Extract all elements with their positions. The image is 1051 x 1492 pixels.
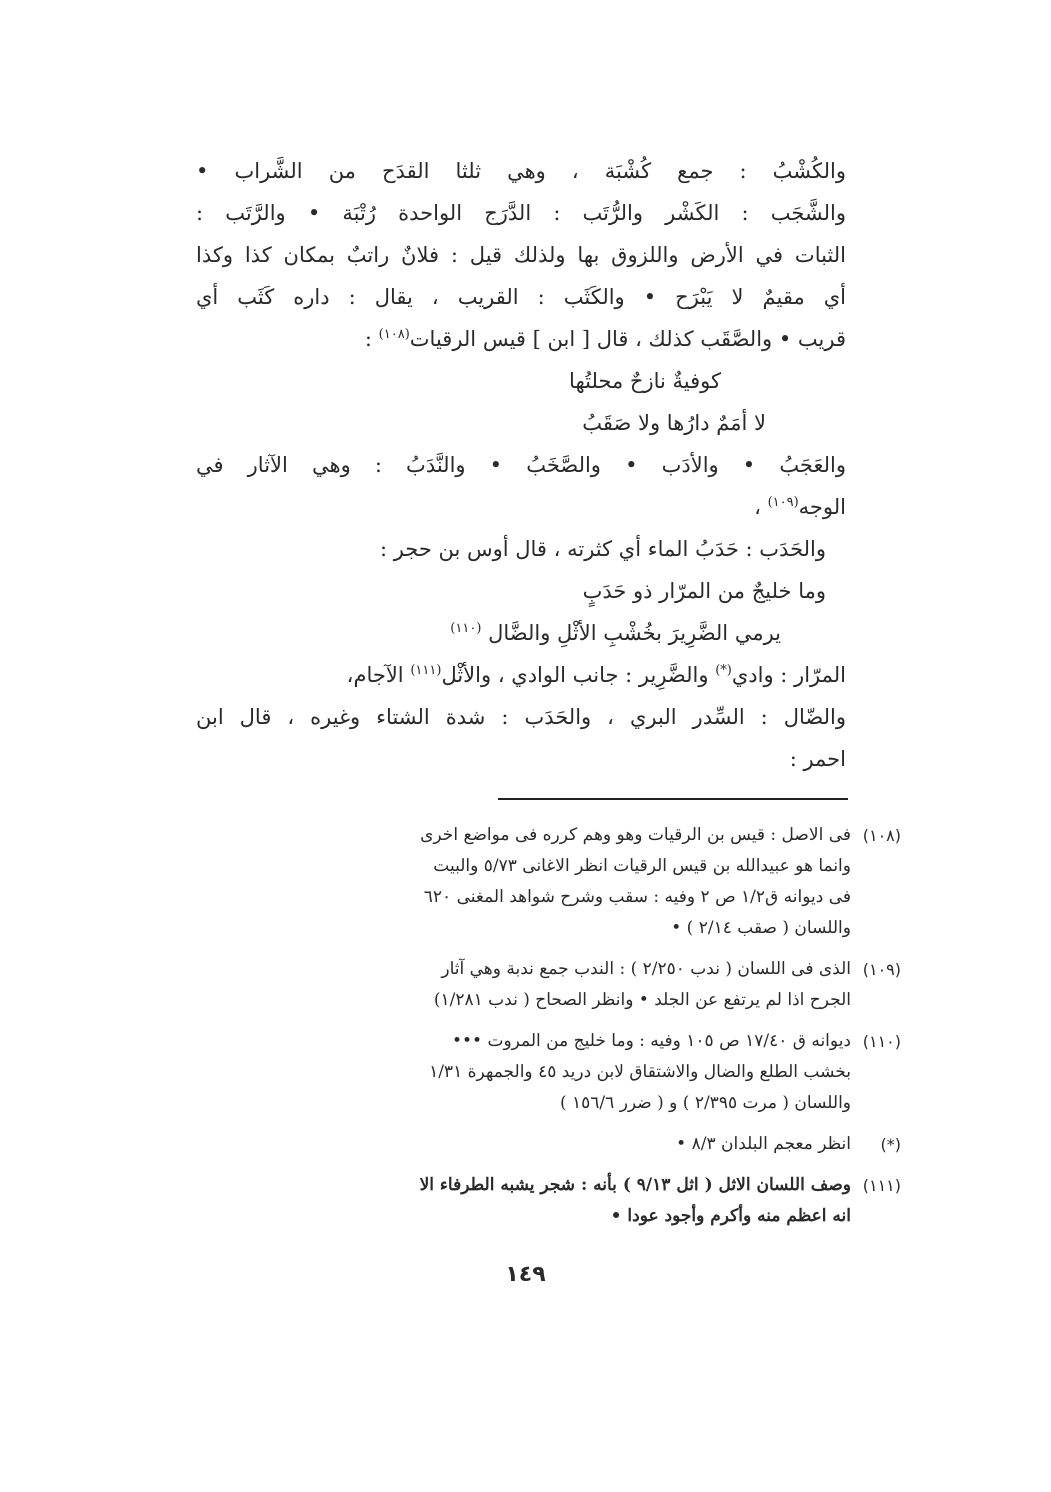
footnote-separator bbox=[498, 798, 848, 800]
verse-line: وما خليجٌ من المرّار ذو حَدَبٍ bbox=[582, 579, 826, 603]
text-line bbox=[196, 486, 846, 528]
text-fragment: ، bbox=[754, 495, 761, 519]
page-number: ١٤٩ bbox=[505, 1262, 546, 1287]
footnote-number: (١٠٩) bbox=[862, 960, 901, 979]
footnote-line: الجرح اذا لم يرتفع عن الجلد • وانظر الصحاح ( ندب ١/٢٨١) bbox=[433, 990, 851, 1010]
footnotes bbox=[196, 820, 901, 1242]
footnote-ref-star: (*) bbox=[715, 663, 732, 678]
footnote-ref-109: (١٠٩) bbox=[767, 495, 799, 510]
verse-line: كوفيةٌ نازحٌ محلتُها bbox=[569, 369, 721, 393]
footnote-line: انه اعظم منه وأكرم وأجود عودا • bbox=[610, 1206, 851, 1226]
text-fragment: قريب • والصَّقَب كذلك ، قال [ ابن ] قيس الرقيات bbox=[409, 327, 846, 351]
footnote-line: الذى فى اللسان ( ندب ٢/٢٥٠ ) : الندب جمع ندبة وهي آثار bbox=[441, 959, 851, 979]
footnote-line: واللسان ( مرت ٢/٣٩٥ ) و ( ضرر ١٥٦/٦ ) bbox=[559, 1093, 851, 1113]
text-line: احمر : bbox=[789, 747, 846, 771]
main-text bbox=[196, 150, 846, 780]
footnote-109 bbox=[196, 954, 901, 1016]
text-fragment: والضَّرِير : جانب الوادي ، والأثْل bbox=[441, 663, 716, 687]
text-line: الثبات في الأرض واللزوق بها ولذلك قيل : فلانٌ راتبٌ بمكان كذا وكذا bbox=[196, 243, 846, 267]
verse-line: لا أمَمٌ دارُها ولا صَقَبُ bbox=[582, 411, 766, 435]
footnote-ref-108: (١٠٨) bbox=[378, 327, 410, 342]
footnote-line: فى الاصل : قيس بن الرقيات وهو وهم كرره فى مواضع اخرى bbox=[420, 825, 851, 845]
footnote-111 bbox=[196, 1170, 901, 1232]
text-line: والشَّجَب : الكَشْر والرُّتَب : الدَّرَج الواحدة رُتْبَة • والرَّتَب : bbox=[196, 201, 846, 225]
footnote-line: بخشب الطلع والضال والاشتقاق لابن دريد ٤٥ والجمهرة ١/٣١ bbox=[429, 1062, 851, 1082]
footnote-line: انظر معجم البلدان ٨/٣ • bbox=[676, 1134, 851, 1154]
footnote-number: (١١١) bbox=[862, 1176, 901, 1195]
footnote-line: وانما هو عبيدالله بن قيس الرقيات انظر الاغانى ٥/٧٣ والبيت bbox=[433, 856, 851, 876]
footnote-108 bbox=[196, 820, 901, 944]
footnote-star bbox=[196, 1129, 901, 1160]
text-fragment: الوجه bbox=[798, 495, 846, 519]
text-line bbox=[196, 318, 846, 360]
text-line: والحَدَب : حَدَبُ الماء أي كثرته ، قال أوس بن حجر : bbox=[379, 537, 826, 561]
text-line: والضّال : السِّدر البري ، والحَدَب : شدة الشتاء وغيره ، قال ابن bbox=[196, 705, 846, 729]
footnote-ref-110: (١١٠) bbox=[450, 621, 482, 636]
text-line: والعَجَبُ • والأدَب • والصَّخَبُ • والنَّدَبُ : وهي الآثار في bbox=[196, 453, 846, 477]
footnote-ref-111: (١١١) bbox=[410, 663, 442, 678]
text-fragment: : bbox=[364, 327, 372, 351]
footnote-line: ديوانه ق ١٧/٤٠ ص ١٠٥ وفيه : وما خليج من المروت ••• bbox=[451, 1031, 851, 1051]
text-fragment: المرّار : وادي bbox=[731, 663, 846, 687]
text-fragment: يرمي الضَّرِيرَ بخُشْبِ الأثْلِ والضَّال bbox=[488, 621, 781, 645]
verse-line bbox=[196, 612, 846, 654]
footnote-number: (*) bbox=[880, 1135, 901, 1154]
footnote-line: واللسان ( صقب ٢/١٤ ) • bbox=[671, 918, 851, 938]
text-line: أي مقيمٌ لا يَبْرَح • والكَثَب : القريب ، يقال : داره كَثَب أي bbox=[196, 285, 846, 309]
footnote-line: وصف اللسان الاثل ( اثل ٩/١٣ ) بأنه : شجر يشبه الطرفاء الا bbox=[419, 1175, 851, 1195]
text-line: والكُشْبُ : جمع كُشْبَة ، وهي ثلثا القدَح من الشَّراب • bbox=[196, 159, 846, 183]
footnote-110 bbox=[196, 1026, 901, 1119]
footnote-line: فى ديوانه ق١/٢ ص ٢ وفيه : سقب وشرح شواهد المغنى ٦٢٠ bbox=[423, 887, 851, 907]
footnote-number: (١٠٨) bbox=[862, 826, 901, 845]
footnote-number: (١١٠) bbox=[862, 1032, 901, 1051]
text-line bbox=[196, 654, 846, 696]
text-fragment: الآجام، bbox=[346, 663, 411, 687]
